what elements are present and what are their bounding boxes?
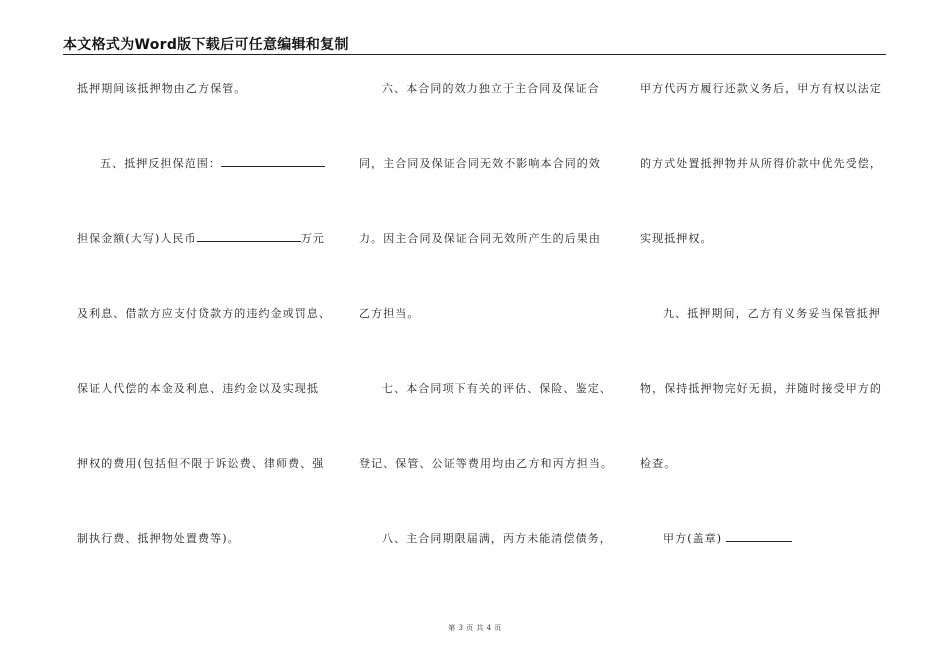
right-line-3: 实现抵押权。 [640,232,713,245]
header-title: 本文格式为Word版下载后可任意编辑和复制 [63,37,349,53]
right-line-7 [663,530,792,546]
right-line-5: 物，保持抵押物完好无损，并随时接受甲方的 [640,382,882,395]
middle-line-5: 七、本合同项下有关的评估、保险、鉴定、 [382,382,612,395]
middle-line-7: 八、主合同期限届满，丙方未能清偿债务， [382,532,612,545]
middle-line-3: 力。因主合同及保证合同无效所产生的后果由 [359,232,601,245]
party-a-seal-label: 甲方(盖章) [663,532,723,545]
left-line-5: 保证人代偿的本金及利息、违约金以及实现抵 [77,382,319,395]
guarantee-scope-blank [221,155,325,167]
document-header [63,34,886,55]
right-line-4: 九、抵押期间，乙方有义务妥当保管抵押 [663,307,881,320]
left-line-3 [77,230,325,246]
right-line-2: 的方式处置抵押物并从所得价款中优先受偿， [640,157,882,170]
amount-unit: 万元 [300,232,325,245]
middle-line-1: 六、本合同的效力独立于主合同及保证合 [382,82,600,95]
page-footer: 第 3 页 共 4 页 [448,624,502,632]
middle-line-2: 同，主合同及保证合同无效不影响本合同的效 [359,157,601,170]
left-line-1: 抵押期间该抵押物由乙方保管。 [77,82,247,95]
amount-label: 担保金额(大写)人民币 [77,232,197,245]
amount-blank [197,230,301,242]
left-line-2 [100,155,325,171]
right-line-6: 检查。 [640,457,677,470]
guarantee-scope-label: 五、抵押反担保范围： [100,157,221,170]
right-line-1: 甲方代丙方履行还款义务后，甲方有权以法定 [640,82,882,95]
middle-line-4: 乙方担当。 [359,307,420,320]
left-line-4: 及利息、借款方应支付贷款方的违约金或罚息、 [77,307,332,320]
left-line-7: 制执行费、抵押物处置费等)。 [77,532,240,545]
party-a-seal-blank [726,530,792,542]
left-line-6: 押权的费用(包括但不限于诉讼费、律师费、强 [77,457,325,470]
middle-line-6: 登记、保管、公证等费用均由乙方和丙方担当。 [359,457,614,470]
